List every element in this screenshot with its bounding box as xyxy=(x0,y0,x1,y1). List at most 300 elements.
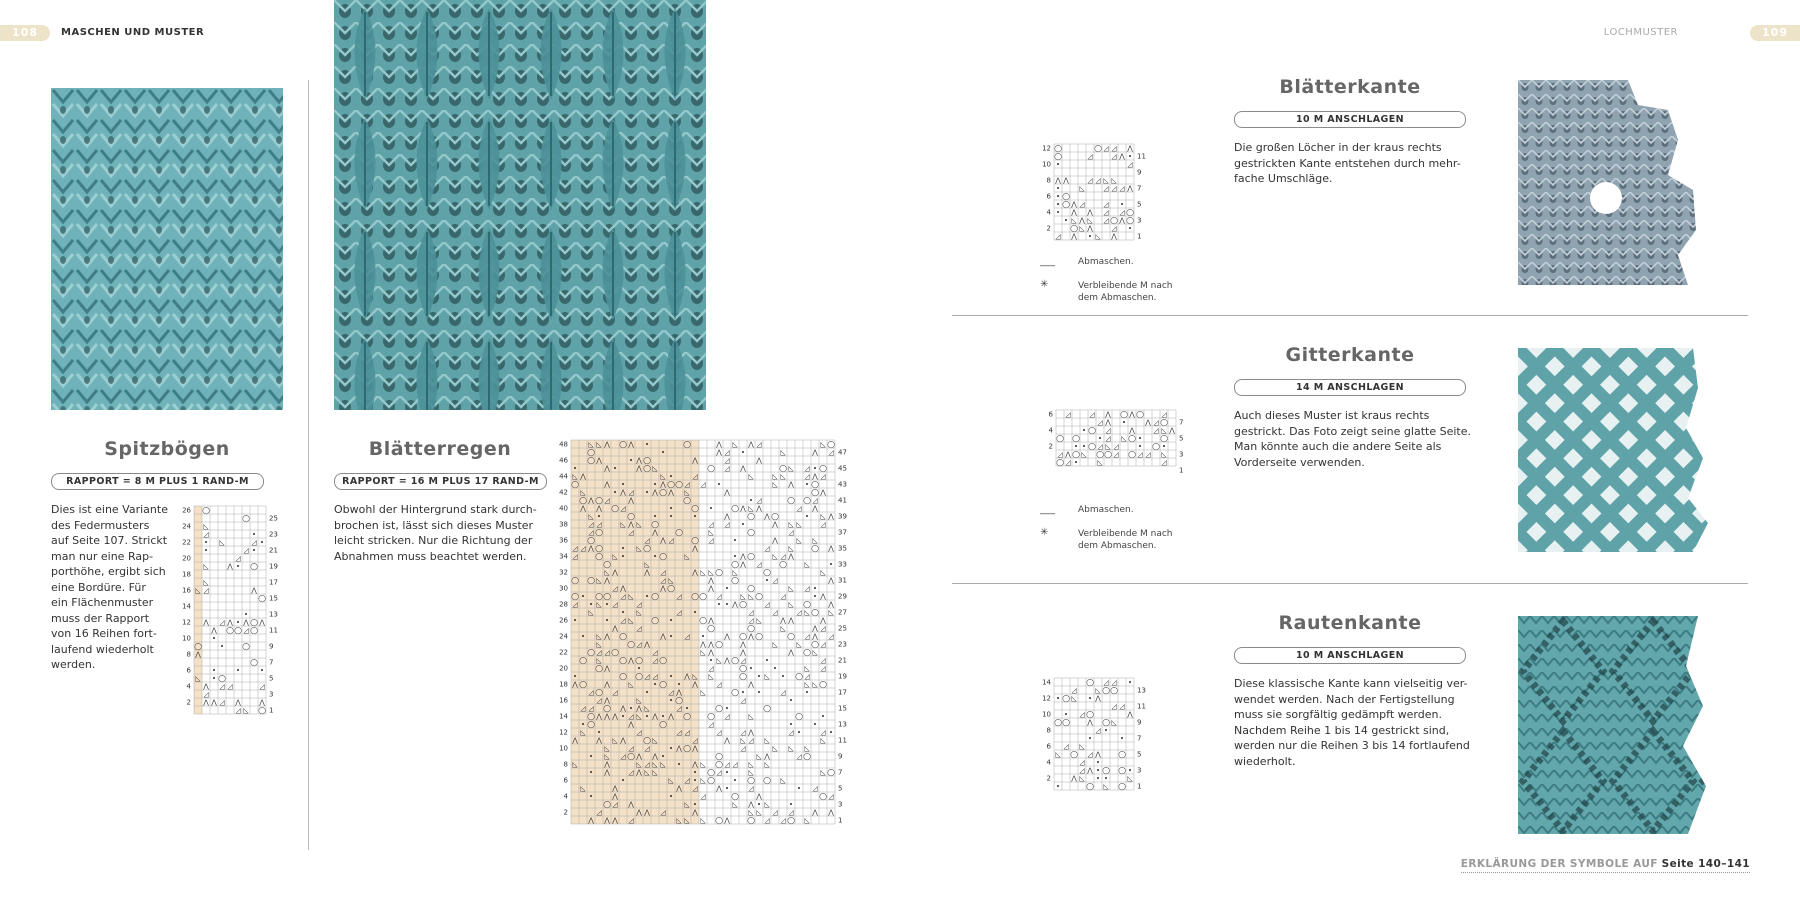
chart-stitch-symbol: • xyxy=(660,712,666,721)
chart-stitch-symbol: ◺ xyxy=(644,560,650,569)
chart-stitch-symbol: ◺ xyxy=(740,592,746,601)
chart-stitch-symbol: ◿ xyxy=(772,576,778,585)
chart-stitch-symbol: ⋀ xyxy=(644,640,650,649)
chart-stitch-symbol: ◿ xyxy=(1079,200,1085,209)
chart-stitch-symbol: ◯ xyxy=(226,626,234,635)
chart-stitch-symbol: • xyxy=(1127,152,1133,161)
chart-stitch-symbol: ◿ xyxy=(636,600,642,609)
chart-stitch-symbol: ⋀ xyxy=(612,624,618,633)
chart-row-label-right: 3 xyxy=(1137,216,1142,225)
chart-stitch-symbol: • xyxy=(668,672,674,681)
chart-stitch-symbol: ◿ xyxy=(804,464,810,473)
chart-stitch-symbol: • xyxy=(692,608,698,617)
chart-row-label-left: 12 xyxy=(182,618,191,627)
chart-stitch-symbol: ◺ xyxy=(772,472,778,481)
chart-stitch-symbol: • xyxy=(796,784,802,793)
chart-stitch-symbol: ◿ xyxy=(708,536,714,545)
chart-stitch-symbol: • xyxy=(1103,774,1109,783)
chart-row-label-right: 11 xyxy=(838,736,847,745)
chart-stitch-symbol: ◺ xyxy=(588,608,594,617)
chart-stitch-symbol: ◺ xyxy=(203,522,209,531)
chart-stitch-symbol: ⋀ xyxy=(812,632,818,641)
chart-stitch-symbol: ◿ xyxy=(820,664,826,673)
chart-row-label-left: 4 xyxy=(1046,758,1051,767)
chart-stitch-symbol: ◺ xyxy=(1103,176,1109,185)
chart-stitch-symbol: ◯ xyxy=(1102,686,1110,695)
chart-stitch-symbol: ◿ xyxy=(1105,434,1111,443)
chart-stitch-symbol: ⋀ xyxy=(788,648,794,657)
chart-stitch-symbol: ⋀ xyxy=(227,562,233,571)
chart-row-label-right: 21 xyxy=(269,546,278,555)
chart-stitch-symbol: ◿ xyxy=(636,640,642,649)
chart-stitch-symbol: • xyxy=(604,616,610,625)
chart-stitch-symbol: ⋀ xyxy=(692,744,698,753)
chart-stitch-symbol: • xyxy=(211,634,217,643)
chart-stitch-symbol: ◿ xyxy=(740,744,746,753)
chart-row-label-left: 46 xyxy=(559,456,568,465)
chart-stitch-symbol: ◺ xyxy=(195,674,201,683)
chart-stitch-symbol: ◿ xyxy=(572,552,578,561)
chart-stitch-symbol: • xyxy=(612,488,618,497)
gitterkante-legend-bindoff: Abmaschen. xyxy=(1078,505,1134,515)
chart-stitch-symbol: ◿ xyxy=(820,624,826,633)
chart-stitch-symbol: ⋀ xyxy=(724,656,730,665)
spitzboegen-title: Spitzbögen xyxy=(104,438,230,460)
chart-stitch-symbol: • xyxy=(620,552,626,561)
chart-stitch-symbol: ◯ xyxy=(731,504,739,513)
chart-stitch-symbol: ◯ xyxy=(819,792,827,801)
chart-stitch-symbol: ◺ xyxy=(780,776,786,785)
chart-stitch-symbol: ◺ xyxy=(676,816,682,825)
chart-stitch-symbol: ◿ xyxy=(668,688,674,697)
spitzboegen-photo xyxy=(51,88,283,410)
chart-stitch-symbol: • xyxy=(1063,216,1069,225)
chart-stitch-symbol: ⋀ xyxy=(604,696,610,705)
chart-stitch-symbol: ◯ xyxy=(1054,144,1062,153)
chart-stitch-symbol: ◺ xyxy=(772,640,778,649)
chart-stitch-symbol: ◺ xyxy=(748,712,754,721)
chart-stitch-symbol: • xyxy=(748,496,754,505)
chart-stitch-symbol: ◯ xyxy=(747,528,755,537)
chart-stitch-symbol: ⋀ xyxy=(1071,232,1077,241)
chart-stitch-symbol: ◿ xyxy=(716,768,722,777)
chart-stitch-symbol: ◯ xyxy=(627,512,635,521)
chart-stitch-symbol: ◺ xyxy=(1161,450,1167,459)
chart-stitch-symbol: ◯ xyxy=(715,640,723,649)
chart-stitch-symbol: ◺ xyxy=(596,632,602,641)
chart-stitch-symbol: ⋀ xyxy=(708,640,714,649)
blaetterregen-text: Obwohl der Hintergrund stark durch- brochen ist, lässt sich dieses Muster leicht stricken. Nur die Richtung der Abnahmen muss beachtet werden. xyxy=(334,503,537,563)
chart-stitch-symbol: ◺ xyxy=(756,752,762,761)
chart-stitch-symbol: ◯ xyxy=(194,642,202,651)
chart-stitch-symbol: ◯ xyxy=(811,544,819,553)
chart-stitch-symbol: • xyxy=(668,632,674,641)
chart-stitch-symbol: • xyxy=(668,504,674,513)
chart-stitch-symbol: ⋀ xyxy=(612,784,618,793)
chart-stitch-symbol: • xyxy=(740,688,746,697)
chart-stitch-symbol: ◯ xyxy=(747,776,755,785)
chart-stitch-symbol: ◺ xyxy=(588,512,594,521)
chart-stitch-symbol: ◿ xyxy=(1127,160,1133,169)
chart-stitch-symbol: • xyxy=(1127,766,1133,775)
chart-stitch-symbol: • xyxy=(1081,442,1087,451)
chart-stitch-symbol: ⋀ xyxy=(235,698,241,707)
chart-stitch-symbol: ◯ xyxy=(715,752,723,761)
chart-stitch-symbol: ◯ xyxy=(675,480,683,489)
chart-stitch-symbol: ⋀ xyxy=(740,560,746,569)
chart-stitch-symbol: ⋀ xyxy=(1071,208,1077,217)
chart-row-label-right: 27 xyxy=(838,608,847,617)
chart-stitch-symbol: • xyxy=(620,776,626,785)
chart-stitch-symbol: • xyxy=(820,712,826,721)
chart-stitch-symbol: ◺ xyxy=(748,760,754,769)
chart-stitch-symbol: ◯ xyxy=(699,592,707,601)
chart-row-label-left: 8 xyxy=(563,760,568,769)
chart-stitch-symbol: ⋀ xyxy=(788,616,794,625)
chart-stitch-symbol: • xyxy=(1127,224,1133,233)
chart-stitch-symbol: ◿ xyxy=(219,698,225,707)
chart-stitch-symbol: ⋀ xyxy=(828,512,834,521)
chart-stitch-symbol: • xyxy=(692,512,698,521)
chart-row-label-left: 16 xyxy=(182,586,191,595)
chart-stitch-symbol: ◯ xyxy=(250,562,258,571)
chart-row-label-left: 10 xyxy=(182,634,191,643)
chart-row-label-right: 25 xyxy=(838,624,847,633)
chart-stitch-symbol: • xyxy=(724,768,730,777)
chart-stitch-symbol: ◯ xyxy=(715,568,723,577)
chart-stitch-symbol: ◯ xyxy=(611,648,619,657)
chart-stitch-symbol: ◺ xyxy=(652,736,658,745)
chart-stitch-symbol: ⋀ xyxy=(700,640,706,649)
chart-stitch-symbol: ◺ xyxy=(764,672,770,681)
chart-stitch-symbol: ◿ xyxy=(740,656,746,665)
chart-stitch-symbol: ◿ xyxy=(644,536,650,545)
chart-stitch-symbol: ◿ xyxy=(724,712,730,721)
rautenkante-photo xyxy=(1518,616,1713,834)
chart-stitch-symbol: ⋀ xyxy=(708,648,714,657)
chart-stitch-symbol: ◯ xyxy=(1086,782,1094,791)
chart-stitch-symbol: ⋀ xyxy=(716,440,722,449)
chart-row-label-right: 25 xyxy=(269,514,278,523)
chart-stitch-symbol: ⋀ xyxy=(668,488,674,497)
chart-stitch-symbol: ◿ xyxy=(748,736,754,745)
chart-row-label-right: 5 xyxy=(1179,434,1184,443)
chart-stitch-symbol: ◿ xyxy=(652,648,658,657)
chart-stitch-symbol: ◿ xyxy=(1079,766,1085,775)
chart-stitch-symbol: ◺ xyxy=(203,578,209,587)
chart-stitch-symbol: ◯ xyxy=(258,594,266,603)
chart-stitch-symbol: ◯ xyxy=(1070,224,1078,233)
chart-stitch-symbol: ◺ xyxy=(1105,442,1111,451)
chart-stitch-symbol: • xyxy=(788,800,794,809)
chart-row-label-left: 36 xyxy=(559,536,568,545)
chart-row-label-left: 18 xyxy=(182,570,191,579)
chart-stitch-symbol: ◯ xyxy=(827,440,835,449)
chart-stitch-symbol: ◿ xyxy=(796,504,802,513)
chart-stitch-symbol: ◯ xyxy=(795,672,803,681)
chart-stitch-symbol: ◿ xyxy=(740,728,746,737)
chart-row-label-left: 14 xyxy=(1042,678,1051,687)
chart-stitch-symbol: ⋀ xyxy=(828,544,834,553)
chart-stitch-symbol: ◺ xyxy=(1081,450,1087,459)
chart-stitch-symbol: ◿ xyxy=(676,704,682,713)
chart-stitch-symbol: ◺ xyxy=(1095,232,1101,241)
chart-stitch-symbol: ⋀ xyxy=(1055,176,1061,185)
chart-stitch-symbol: ◯ xyxy=(787,632,795,641)
chart-stitch-symbol: ◿ xyxy=(804,672,810,681)
chart-stitch-symbol: ⋀ xyxy=(620,736,626,745)
chart-stitch-symbol: • xyxy=(652,680,658,689)
chart-stitch-symbol: • xyxy=(1095,774,1101,783)
chart-row-label-left: 16 xyxy=(559,696,568,705)
chart-stitch-symbol: ◺ xyxy=(660,472,666,481)
chart-stitch-symbol: ⋀ xyxy=(1145,418,1151,427)
chart-stitch-symbol: ⋀ xyxy=(628,720,634,729)
chart-row-label-right: 43 xyxy=(838,480,847,489)
chart-stitch-symbol: ⋀ xyxy=(812,472,818,481)
chart-stitch-symbol: ◿ xyxy=(620,616,626,625)
chart-stitch-symbol: ◯ xyxy=(731,576,739,585)
chart-stitch-symbol: ◯ xyxy=(1136,410,1144,419)
chart-stitch-symbol: • xyxy=(219,642,225,651)
chart-stitch-symbol: ⋀ xyxy=(612,816,618,825)
chart-row-label-left: 4 xyxy=(186,682,191,691)
chart-row-label-left: 40 xyxy=(559,504,568,513)
chart-stitch-symbol: ⋀ xyxy=(251,586,257,595)
chart-stitch-symbol: ◿ xyxy=(748,784,754,793)
chart-stitch-symbol: • xyxy=(732,552,738,561)
chart-row-label-right: 3 xyxy=(838,800,843,809)
chart-stitch-symbol: • xyxy=(668,472,674,481)
chart-stitch-symbol: ◯ xyxy=(675,696,683,705)
chart-stitch-symbol: ◿ xyxy=(620,592,626,601)
chart-stitch-symbol: ⋀ xyxy=(732,600,738,609)
chart-row-label-left: 2 xyxy=(1046,224,1051,233)
chart-stitch-symbol: ⋀ xyxy=(676,744,682,753)
chart-stitch-symbol: ⋀ xyxy=(724,632,730,641)
chart-row-label-right: 7 xyxy=(269,658,274,667)
chart-stitch-symbol: ◺ xyxy=(700,688,706,697)
chart-stitch-symbol: • xyxy=(764,656,770,665)
chart-stitch-symbol: ◿ xyxy=(235,554,241,563)
chart-row-label-left: 26 xyxy=(182,506,191,515)
chart-stitch-symbol: ◿ xyxy=(243,546,249,555)
chart-stitch-symbol: ◯ xyxy=(202,506,210,515)
chart-stitch-symbol: ⋀ xyxy=(676,688,682,697)
chart-stitch-symbol: ◿ xyxy=(1161,458,1167,467)
chart-stitch-symbol: ◿ xyxy=(596,808,602,817)
chart-stitch-symbol: ⋀ xyxy=(692,456,698,465)
gitterkante-photo xyxy=(1518,348,1713,552)
chart-row-label-left: 22 xyxy=(182,538,191,547)
chart-stitch-symbol: ◯ xyxy=(587,648,595,657)
chart-stitch-symbol: • xyxy=(740,448,746,457)
chart-stitch-symbol: ◿ xyxy=(636,728,642,737)
chart-row-label-left: 2 xyxy=(1048,442,1053,451)
chart-row-label-right: 23 xyxy=(269,530,278,539)
chart-stitch-symbol: ◿ xyxy=(644,744,650,753)
chart-stitch-symbol: ⋀ xyxy=(596,456,602,465)
rautenkante-title: Rautenkante xyxy=(1278,612,1422,634)
chart-stitch-symbol: ⋀ xyxy=(652,528,658,537)
chart-stitch-symbol: ◺ xyxy=(580,488,586,497)
chart-stitch-symbol: ◺ xyxy=(668,576,674,585)
chart-stitch-symbol: ◿ xyxy=(692,784,698,793)
chart-stitch-symbol: ◿ xyxy=(684,632,690,641)
chart-stitch-symbol: ◯ xyxy=(779,560,787,569)
chart-stitch-symbol: • xyxy=(1073,458,1079,467)
chart-stitch-symbol: ◺ xyxy=(708,568,714,577)
chart-stitch-symbol: ⋀ xyxy=(692,544,698,553)
footer-pages-link[interactable]: Seite 140–141 xyxy=(1661,858,1750,870)
chart-stitch-symbol: ◯ xyxy=(1062,694,1070,703)
chart-stitch-symbol: ◯ xyxy=(811,480,819,489)
chart-stitch-symbol: ◯ xyxy=(579,656,587,665)
chart-stitch-symbol: ◺ xyxy=(796,536,802,545)
chart-stitch-symbol: ⋀ xyxy=(764,752,770,761)
chart-stitch-symbol: ⋀ xyxy=(1111,232,1117,241)
blaetterkante-legend-bindoff: Abmaschen. xyxy=(1078,257,1134,267)
chart-stitch-symbol: ◿ xyxy=(764,544,770,553)
chart-stitch-symbol: ◿ xyxy=(724,448,730,457)
chart-stitch-symbol: ◿ xyxy=(804,632,810,641)
chart-stitch-symbol: ⋀ xyxy=(820,616,826,625)
chart-stitch-symbol: ⋀ xyxy=(588,816,594,825)
chart-stitch-symbol: ◿ xyxy=(628,744,634,753)
chart-row-label-right: 17 xyxy=(838,688,847,697)
blaetterkante-text: Die großen Löcher in der kraus rechts gestrickten Kante entstehen durch mehr- fache Umschläge. xyxy=(1234,141,1461,185)
chart-stitch-symbol: • xyxy=(644,712,650,721)
bindoff-legend-symbol-2: ___ xyxy=(1040,504,1055,515)
chart-stitch-symbol: • xyxy=(748,664,754,673)
chart-stitch-symbol: ◿ xyxy=(676,608,682,617)
chart-stitch-symbol: ◺ xyxy=(812,536,818,545)
chart-stitch-symbol: • xyxy=(596,512,602,521)
chart-stitch-symbol: • xyxy=(580,592,586,601)
chart-stitch-symbol: ◯ xyxy=(1054,152,1062,161)
chart-stitch-symbol: ◿ xyxy=(572,600,578,609)
star-legend-icon: ✳ xyxy=(1040,279,1049,290)
chart-row-label-right: 35 xyxy=(838,544,847,553)
chart-stitch-symbol: ◿ xyxy=(788,728,794,737)
chart-stitch-symbol: ◯ xyxy=(739,672,747,681)
chart-stitch-symbol: ◿ xyxy=(219,618,225,627)
chart-stitch-symbol: ◯ xyxy=(1094,144,1102,153)
chart-stitch-symbol: ⋀ xyxy=(211,626,217,635)
chart-stitch-symbol: ⋀ xyxy=(620,488,626,497)
chart-stitch-symbol: ⋀ xyxy=(636,752,642,761)
chart-stitch-symbol: ◺ xyxy=(748,504,754,513)
chart-stitch-symbol: ◺ xyxy=(644,704,650,713)
chart-stitch-symbol: ◺ xyxy=(748,592,754,601)
chart-stitch-symbol: ⋀ xyxy=(604,576,610,585)
chart-stitch-symbol: • xyxy=(676,760,682,769)
chart-row-label-left: 22 xyxy=(559,648,568,657)
chart-row-label-right: 11 xyxy=(1137,152,1146,161)
chart-stitch-symbol: ⋀ xyxy=(820,592,826,601)
chart-stitch-symbol: ⋀ xyxy=(628,440,634,449)
chart-stitch-symbol: ⋀ xyxy=(692,680,698,689)
chart-stitch-symbol: ◺ xyxy=(820,440,826,449)
chart-stitch-symbol: ◿ xyxy=(644,760,650,769)
chart-stitch-symbol: ⋀ xyxy=(1079,216,1085,225)
chart-stitch-symbol: ◯ xyxy=(1120,410,1128,419)
chart-stitch-symbol: ⋀ xyxy=(604,632,610,641)
chart-stitch-symbol: ◺ xyxy=(780,448,786,457)
chart-stitch-symbol: ⋀ xyxy=(596,736,602,745)
chart-stitch-symbol: ⋀ xyxy=(708,616,714,625)
blaetterkante-cast-on: 10 M ANSCHLAGEN xyxy=(1234,111,1466,128)
chart-stitch-symbol: ⋀ xyxy=(740,504,746,513)
chart-stitch-symbol: • xyxy=(580,720,586,729)
chart-stitch-symbol: ◺ xyxy=(828,608,834,617)
chart-stitch-symbol: ◿ xyxy=(259,682,265,691)
chart-stitch-symbol: ◯ xyxy=(707,464,715,473)
chart-stitch-symbol: ◺ xyxy=(1103,782,1109,791)
chart-stitch-symbol: ◯ xyxy=(683,440,691,449)
chart-stitch-symbol: • xyxy=(620,480,626,489)
chart-stitch-symbol: ◯ xyxy=(1086,678,1094,687)
chart-stitch-symbol: ◿ xyxy=(1103,216,1109,225)
chart-stitch-symbol: • xyxy=(620,544,626,553)
chart-stitch-symbol: ⋀ xyxy=(764,512,770,521)
chart-row-label-right: 7 xyxy=(1137,184,1142,193)
chart-stitch-symbol: ◯ xyxy=(819,680,827,689)
gitterkante-cast-on: 14 M ANSCHLAGEN xyxy=(1234,379,1466,396)
chart-stitch-symbol: ◺ xyxy=(1079,774,1085,783)
chart-stitch-symbol: ◿ xyxy=(756,560,762,569)
chart-stitch-symbol: ◯ xyxy=(587,712,595,721)
chart-stitch-symbol: • xyxy=(1055,200,1061,209)
chart-stitch-symbol: • xyxy=(724,704,730,713)
chart-stitch-symbol: ⋀ xyxy=(203,682,209,691)
chart-stitch-symbol: ◿ xyxy=(1111,702,1117,711)
chart-stitch-symbol: ◿ xyxy=(668,536,674,545)
chart-stitch-symbol: ⋀ xyxy=(748,680,754,689)
chart-stitch-symbol: ⋀ xyxy=(1095,694,1101,703)
chart-stitch-symbol: ◿ xyxy=(780,816,786,825)
chart-stitch-symbol: ◯ xyxy=(587,576,595,585)
chart-stitch-symbol: ◿ xyxy=(1103,678,1109,687)
chart-stitch-symbol: ◿ xyxy=(1137,450,1143,459)
chart-stitch-symbol: ◺ xyxy=(1055,750,1061,759)
chart-stitch-symbol: ⋀ xyxy=(203,618,209,627)
chart-stitch-symbol: ◯ xyxy=(803,600,811,609)
chart-row-label-right: 5 xyxy=(1137,750,1142,759)
chart-stitch-symbol: ◺ xyxy=(1121,434,1127,443)
chart-row-label-right: 33 xyxy=(838,560,847,569)
chart-stitch-symbol: • xyxy=(732,536,738,545)
chart-row-label-right: 41 xyxy=(838,496,847,505)
chart-stitch-symbol: • xyxy=(1055,160,1061,169)
chart-stitch-symbol: ◺ xyxy=(1161,426,1167,435)
chart-stitch-symbol: ◺ xyxy=(804,680,810,689)
chart-stitch-symbol: ◺ xyxy=(1071,216,1077,225)
chart-row-label-left: 6 xyxy=(1046,192,1051,201)
chart-row-label-right: 11 xyxy=(1137,702,1146,711)
chart-row-label-left: 4 xyxy=(1048,426,1053,435)
chart-stitch-symbol: ◺ xyxy=(796,520,802,529)
chart-stitch-symbol: ◿ xyxy=(1105,426,1111,435)
chart-stitch-symbol: ⋀ xyxy=(596,712,602,721)
chart-stitch-symbol: ⋀ xyxy=(692,808,698,817)
chart-stitch-symbol: ◿ xyxy=(219,682,225,691)
chart-stitch-symbol: ◿ xyxy=(580,704,586,713)
chart-stitch-symbol: • xyxy=(1095,758,1101,767)
chart-row-label-left: 38 xyxy=(559,520,568,529)
chart-stitch-symbol: ◯ xyxy=(803,648,811,657)
chart-stitch-symbol: ⋀ xyxy=(620,584,626,593)
